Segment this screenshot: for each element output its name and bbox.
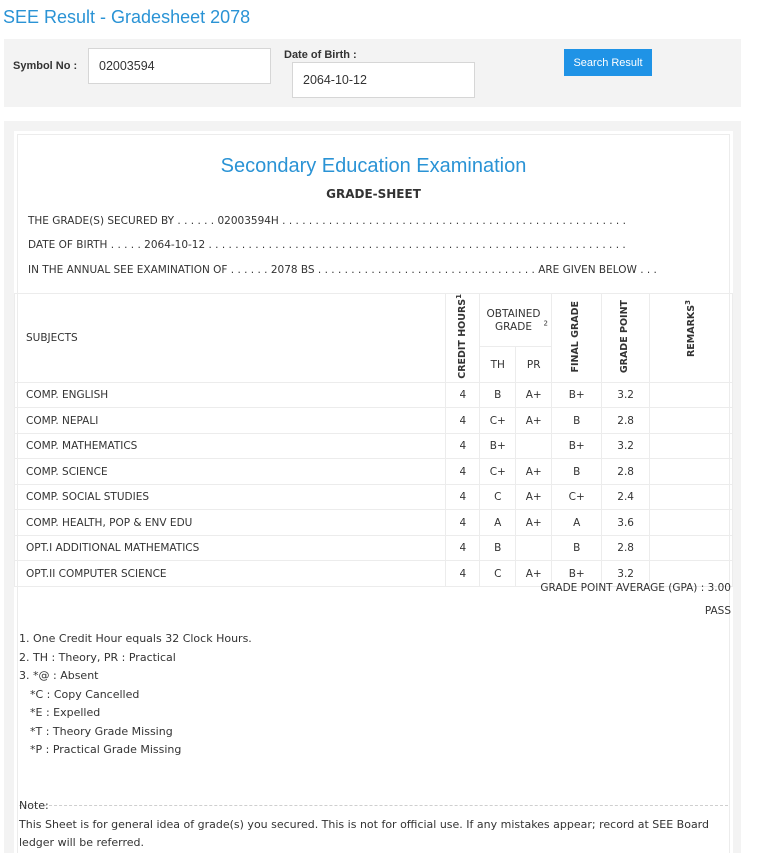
th-grade-cell: A — [480, 510, 516, 536]
credit-hours-cell: 4 — [446, 561, 480, 587]
footnote-theory-missing: *T : Theory Grade Missing — [30, 724, 173, 738]
note-label: Note: — [19, 799, 49, 812]
note — [19, 797, 719, 853]
credit-hours-cell: 4 — [446, 535, 480, 561]
footnote-expelled: *E : Expelled — [30, 706, 101, 719]
th-grade-cell: B+ — [480, 433, 516, 459]
dob-line: DATE OF BIRTH . . . . . 2064-10-12 . . . . . . . . . . . . . . . . . . . . . . . . . . . . . . . . . . . . . . . . . . . . . . . . . . . . . . . . . . . . . . . — [28, 239, 626, 251]
final-grade-cell: C+ — [552, 484, 602, 510]
remarks-cell — [650, 382, 733, 408]
subject-cell: COMP. ENGLISH — [15, 382, 446, 408]
final-grade-cell: B+ — [552, 561, 602, 587]
final-grade-cell: A — [552, 510, 602, 536]
final-grade-cell: B — [552, 535, 602, 561]
table-row — [15, 535, 733, 561]
credit-hours-header: CREDIT HOURS$^1$ — [446, 294, 480, 383]
secured-by-line: THE GRADE(S) SECURED BY . . . . . . 02003594H . . . . . . . . . . . . . . . . . . . . . . . . . . . . . . . . . . . . . . . . . . . . . . . . . . . . — [28, 215, 626, 227]
th-grade-cell: C+ — [480, 459, 516, 485]
gradesheet — [14, 131, 733, 853]
grade-point-cell: 3.2 — [602, 433, 650, 459]
grade-point-header: GRADE POINT — [602, 294, 650, 383]
remarks-cell — [650, 510, 733, 536]
result-status: PASS — [704, 605, 731, 617]
th-grade-cell: C — [480, 561, 516, 587]
pr-grade-cell — [516, 433, 552, 459]
footnotes — [19, 630, 252, 760]
subject-cell: COMP. HEALTH, POP & ENV EDU — [15, 510, 446, 536]
subject-cell: COMP. NEPALI — [15, 408, 446, 434]
pr-grade-cell: A+ — [516, 382, 552, 408]
pr-grade-cell: A+ — [516, 561, 552, 587]
th-grade-cell: C — [480, 484, 516, 510]
credit-hours-cell: 4 — [446, 510, 480, 536]
search-result-button[interactable]: Search Result — [564, 49, 652, 76]
table-row — [15, 408, 733, 434]
table-row — [15, 510, 733, 536]
footnote-3: 3. *@ : Absent — [19, 669, 99, 682]
subjects-header: SUBJECTS — [15, 294, 446, 383]
pr-grade-cell — [516, 535, 552, 561]
footnote-1: 1. One Credit Hour equals 32 Clock Hours. — [19, 632, 252, 645]
credit-hours-cell: 4 — [446, 484, 480, 510]
pr-grade-cell: A+ — [516, 408, 552, 434]
table-row — [15, 459, 733, 485]
credit-hours-cell: 4 — [446, 433, 480, 459]
table-row — [15, 382, 733, 408]
pr-header: PR — [516, 347, 552, 383]
grade-point-cell: 3.6 — [602, 510, 650, 536]
footnote-2: 2. TH : Theory, PR : Practical — [19, 650, 176, 664]
symbol-no-label: Symbol No : — [13, 60, 78, 72]
th-header: TH — [480, 347, 516, 383]
note-text: This Sheet is for general idea of grade(s) you secured. This is not for official use. If any mistakes appear; record at SEE Board ledger will be referred. — [19, 817, 709, 849]
credit-hours-cell: 4 — [446, 408, 480, 434]
credit-hours-cell: 4 — [446, 382, 480, 408]
page-title: SEE Result - Gradesheet 2078 — [3, 7, 251, 27]
subject-cell: COMP. MATHEMATICS — [15, 433, 446, 459]
grade-point-cell: 3.2 — [602, 382, 650, 408]
grade-point-cell: 2.8 — [602, 459, 650, 485]
remarks-cell — [650, 535, 733, 561]
search-panel — [4, 39, 741, 107]
subject-cell: COMP. SCIENCE — [15, 459, 446, 485]
table-row — [15, 484, 733, 510]
pr-grade-cell: A+ — [516, 459, 552, 485]
footnote-practical-missing: *P : Practical Grade Missing — [30, 743, 182, 756]
obtained-grade-header: OBTAINED GRADE $^2$ — [480, 294, 552, 347]
table-row — [15, 433, 733, 459]
final-grade-cell: B — [552, 459, 602, 485]
remarks-header: REMARKS$^3$ — [650, 294, 733, 383]
exam-line: IN THE ANNUAL SEE EXAMINATION OF . . . . . . 2078 BS . . . . . . . . . . . . . . . . . . . . . . . . . . . . . . . . . ARE GIVEN BELOW . . . — [28, 264, 657, 276]
th-grade-cell: B — [480, 535, 516, 561]
pr-grade-cell: A+ — [516, 484, 552, 510]
credit-hours-cell: 4 — [446, 459, 480, 485]
remarks-cell — [650, 433, 733, 459]
exam-title: Secondary Education Examination — [220, 155, 527, 177]
final-grade-cell: B+ — [552, 433, 602, 459]
footnote-copy-cancelled: *C : Copy Cancelled — [30, 687, 140, 701]
grade-point-cell: 3.2 — [602, 561, 650, 587]
grades-table — [14, 293, 733, 587]
pr-grade-cell: A+ — [516, 510, 552, 536]
gradesheet-heading: GRADE-SHEET — [326, 187, 421, 201]
grade-point-cell: 2.4 — [602, 484, 650, 510]
subject-cell: OPT.I ADDITIONAL MATHEMATICS — [15, 535, 446, 561]
final-grade-cell: B+ — [552, 382, 602, 408]
remarks-cell — [650, 459, 733, 485]
subject-cell: OPT.II COMPUTER SCIENCE — [15, 561, 446, 587]
final-grade-header: FINAL GRADE — [552, 294, 602, 383]
grade-point-cell: 2.8 — [602, 535, 650, 561]
gpa-line: GRADE POINT AVERAGE (GPA) : 3.00 — [540, 582, 731, 594]
final-grade-cell: B — [552, 408, 602, 434]
remarks-cell — [650, 408, 733, 434]
obtained-grade-label: OBTAINED GRADE — [486, 308, 541, 334]
dob-label: Date of Birth : — [284, 49, 357, 61]
th-grade-cell: B — [480, 382, 516, 408]
subject-cell: COMP. SOCIAL STUDIES — [15, 484, 446, 510]
symbol-no-input[interactable] — [88, 48, 271, 84]
grade-point-cell: 2.8 — [602, 408, 650, 434]
gradesheet-container — [4, 121, 741, 853]
dob-input[interactable] — [292, 62, 475, 98]
th-grade-cell: C+ — [480, 408, 516, 434]
remarks-cell — [650, 484, 733, 510]
